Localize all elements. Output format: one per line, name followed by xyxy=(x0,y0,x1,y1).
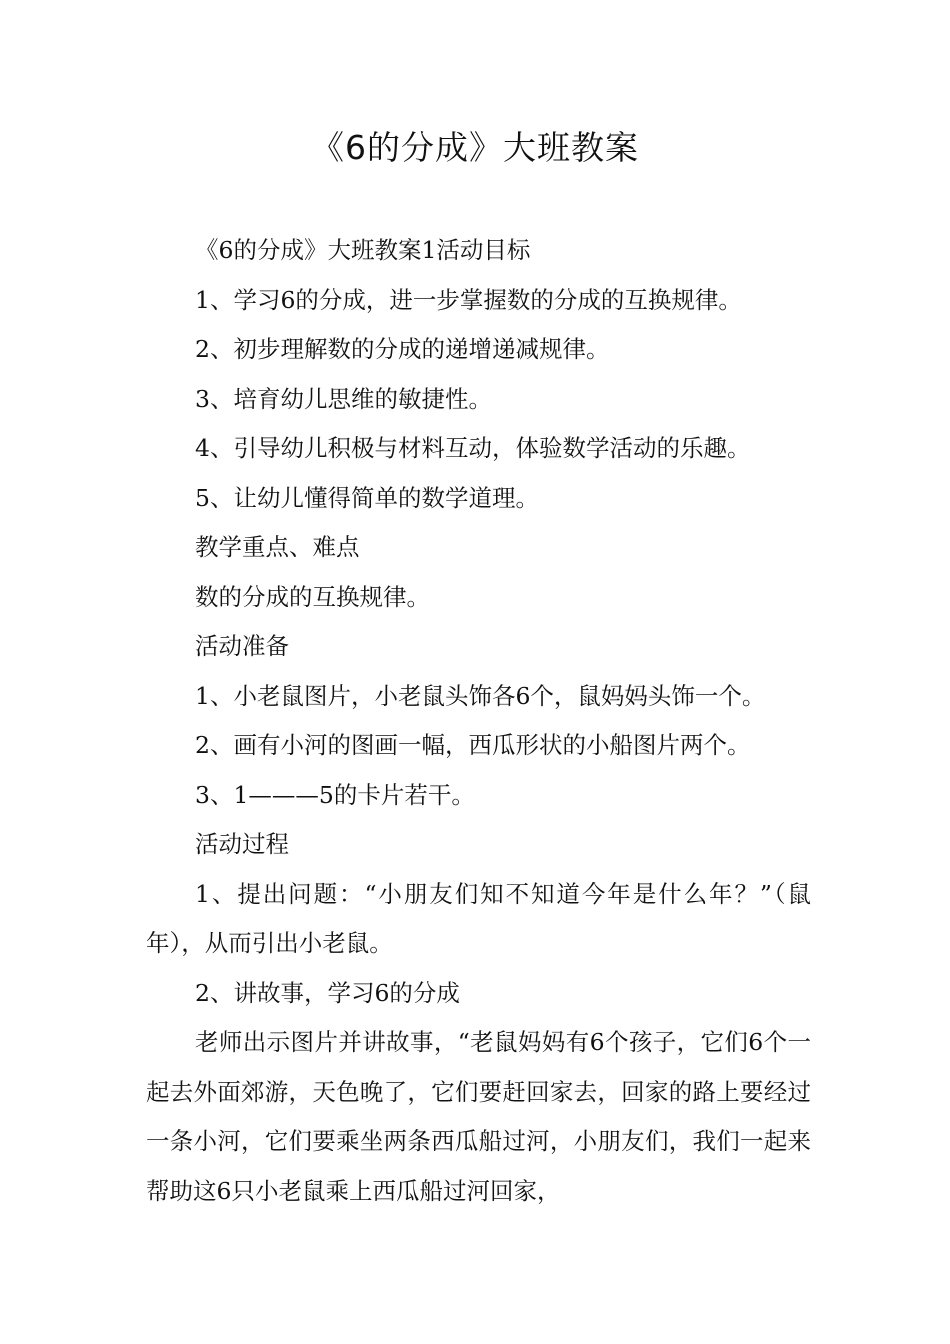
section-heading-key-points: 教学重点、难点 xyxy=(195,533,360,561)
paragraph-goal-3: 3、培育幼儿思维的敏捷性。 xyxy=(195,384,492,413)
section-heading-process: 活动过程 xyxy=(195,830,289,858)
paragraph-story: 老师出示图片并讲故事，“老鼠妈妈有6个孩子，它们6个一起去外面郊游，天色晚了，它们要赶回家去，回家的路上要经过一条小河，它们要乘坐两条西瓜船过河，小朋友们，我们一起来帮助这6只小老鼠乘上西瓜船过河回家， xyxy=(146,1028,811,1205)
paragraph-key-points: 数的分成的互换规律。 xyxy=(195,582,430,611)
paragraph-goal-1: 1、学习6的分成，进一步掌握数的分成的互换规律。 xyxy=(195,285,742,314)
paragraph-preparation-1: 1、小老鼠图片，小老鼠头饰各6个，鼠妈妈头饰一个。 xyxy=(195,681,766,710)
paragraph-process-2: 2、讲故事，学习6的分成 xyxy=(195,978,460,1007)
document-title: 《6的分成》大班教案 xyxy=(311,128,639,167)
paragraph-goal-5: 5、让幼儿懂得简单的数学道理。 xyxy=(195,483,539,512)
document-body xyxy=(146,226,811,1216)
paragraph-plan-heading: 《6的分成》大班教案1活动目标 xyxy=(195,236,531,264)
paragraph-preparation-2: 2、画有小河的图画一幅，西瓜形状的小船图片两个。 xyxy=(195,731,751,759)
paragraph-process-1: 1、提出问题：“小朋友们知不知道今年是什么年？”（鼠年），从而引出小老鼠。 xyxy=(146,879,811,957)
paragraph-goal-2: 2、初步理解数的分成的递增递减规律。 xyxy=(195,335,610,363)
paragraph-preparation-3: 3、1———5的卡片若干。 xyxy=(195,780,475,809)
section-heading-preparation: 活动准备 xyxy=(195,632,289,660)
paragraph-goal-4: 4、引导幼儿积极与材料互动，体验数学活动的乐趣。 xyxy=(195,434,751,462)
